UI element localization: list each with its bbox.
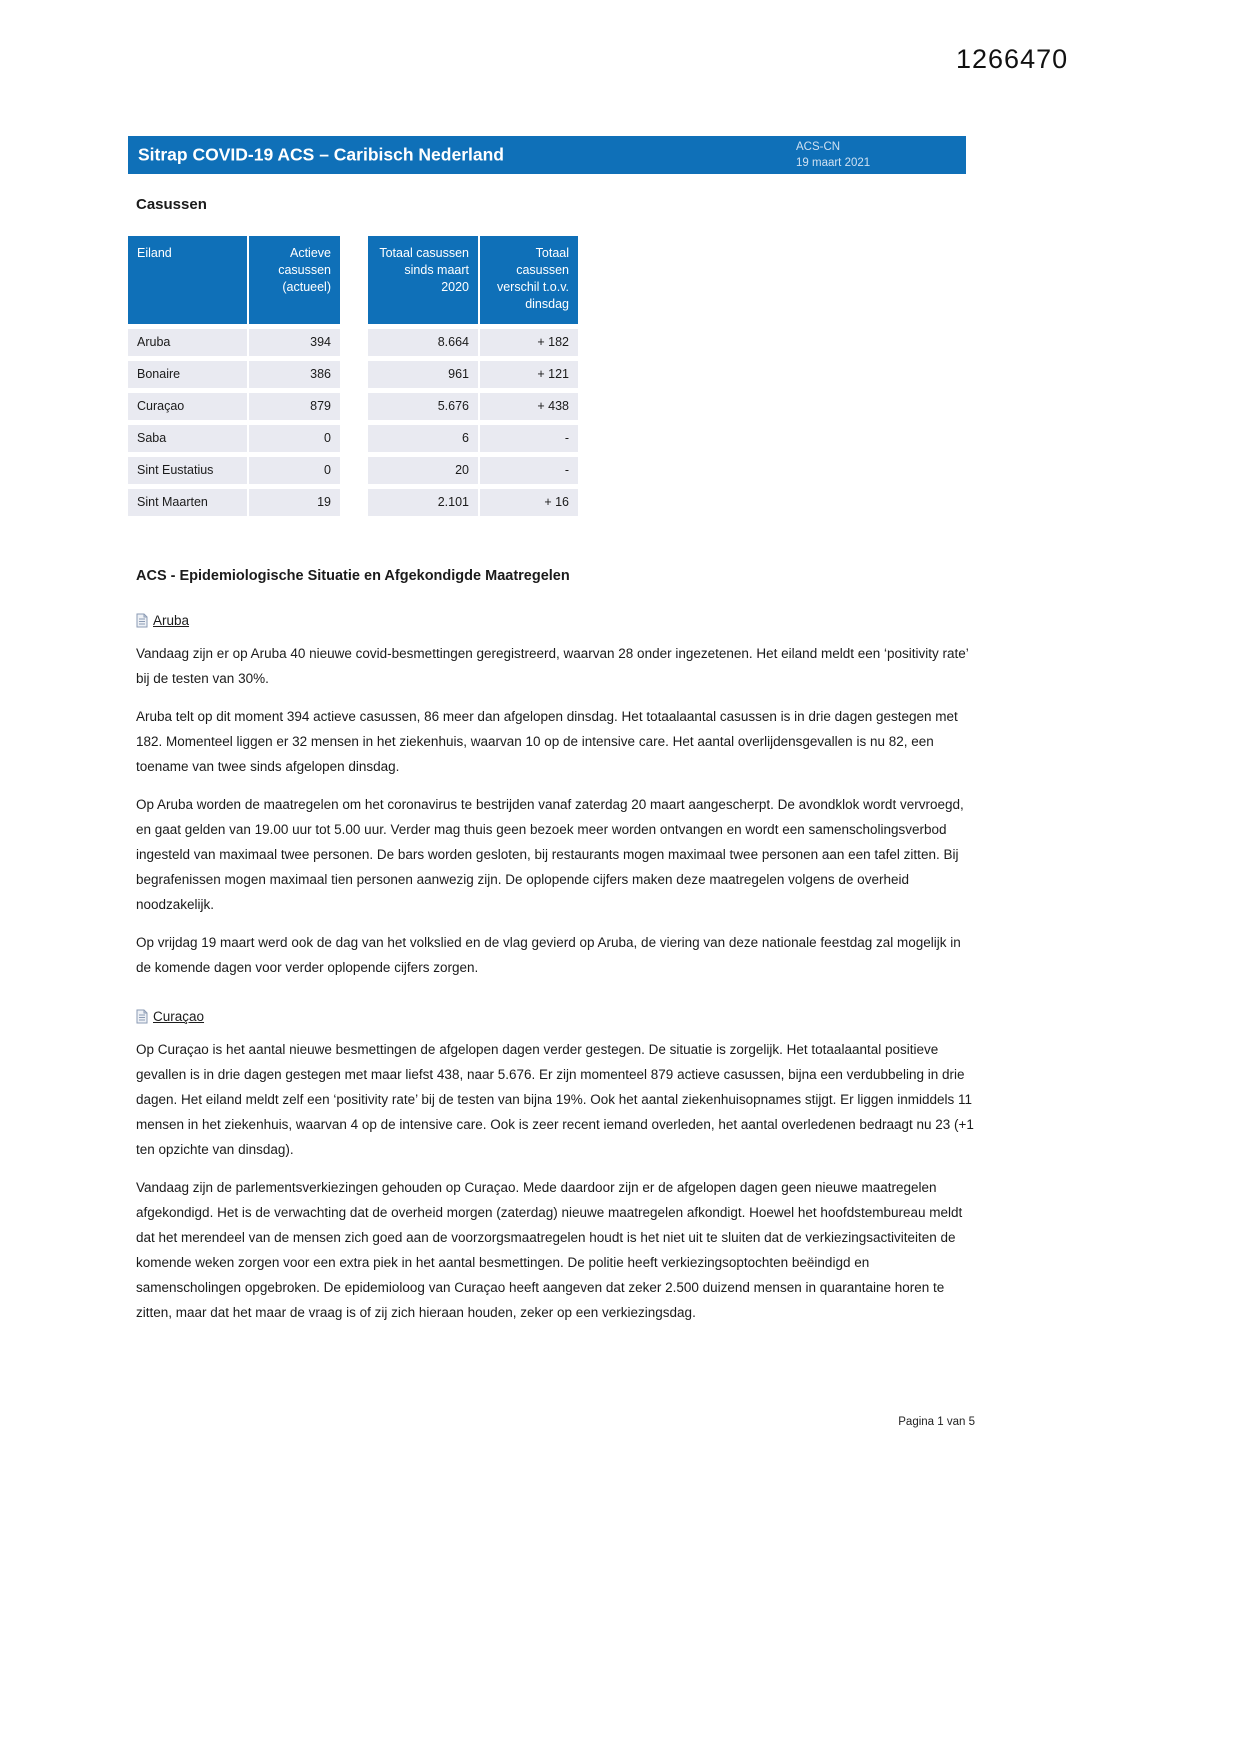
paragraph: Vandaag zijn de parlementsverkiezingen gehouden op Curaçao. Mede daardoor zijn er de afgelopen dagen geen nieuwe maatregelen afgekondigd. Het is de verwachting dat de overheid morgen (zaterdag) nieuwe maatregelen afkondigt. Hoewel het hoofdstembureau meldt dat het merendeel van de mensen zich goed aan de voorzorgsmaatregelen houdt is het niet uit te sluiten dat de verkiezingsactiviteiten de komende weken zorgen voor een extra piek in het aantal besmettingen. De politie heeft verkiezingsoptochten beëindigd en samenscholingen opgebroken. De epidemioloog van Curaçao heeft aangeven dat zeker 2.500 duizend mensen in quarantaine horen te zitten, maar dat het maar de vraag is of zij zich hieraan houden, zeker op een verkiezingsdag. [136, 1180, 963, 1320]
table-cell-actief: 394 [247, 329, 340, 356]
report-meta [796, 139, 870, 171]
table-cell-totaal: 8.664 [368, 329, 478, 356]
report-title: Sitrap COVID-19 ACS – Caribisch Nederland [138, 144, 504, 165]
page-number-footer: Pagina 1 van 5 [898, 1416, 975, 1428]
table-cell-actief: 0 [247, 457, 340, 484]
document-icon [136, 1009, 148, 1024]
table-cell-totaal: 6 [368, 425, 478, 452]
cases-table [128, 236, 975, 516]
table-column-gap [340, 236, 368, 324]
document-body [128, 196, 975, 1325]
table-cell-verschil: - [478, 425, 578, 452]
table-cell-actief: 879 [247, 393, 340, 420]
table-cell-verschil: + 182 [478, 329, 578, 356]
paragraph: Op Aruba worden de maatregelen om het coronavirus te bestrijden vanaf zaterdag 20 maart aangescherpt. De avondklok wordt vervroegd, en gaat gelden van 19.00 uur tot 5.00 uur. Verder mag thuis geen bezoek meer worden ontvangen en wordt een samenscholingsverbod ingesteld van maximaal twee personen. De bars worden gesloten, bij restaurants mogen maximaal twee personen aan een tafel zitten. Bij begrafenissen mogen maximaal tien personen aanwezig zijn. De oplopende cijfers maken deze maatregelen volgens de overheid noodzakelijk. [136, 797, 964, 912]
document-icon [136, 613, 148, 628]
table-cell-totaal: 20 [368, 457, 478, 484]
table-cell-eiland: Saba [128, 425, 247, 452]
table-cell-actief: 0 [247, 425, 340, 452]
table-cell-verschil: + 121 [478, 361, 578, 388]
paragraph: Op vrijdag 19 maart werd ook de dag van het volkslied en de vlag gevierd op Aruba, de viering van deze nationale feestdag zal mogelijk in de komende dagen voor verder oplopende cijfers zorgen. [136, 935, 961, 975]
table-cell-actief: 19 [247, 489, 340, 516]
paragraph: Vandaag zijn er op Aruba 40 nieuwe covid-besmettingen geregistreerd, waarvan 28 onder ingezetenen. Het eiland meldt een ‘positivity rate’ bij de testen van 30%. [136, 646, 969, 686]
table-cell-verschil: - [478, 457, 578, 484]
table-header-actieve-casussen: Actieve casussen (actueel) [247, 236, 340, 324]
section-heading: ACS - Epidemiologische Situatie en Afgekondigde Maatregelen [136, 568, 570, 584]
table-cell-eiland: Sint Eustatius [128, 457, 247, 484]
paragraph: Op Curaçao is het aantal nieuwe besmettingen de afgelopen dagen verder gestegen. De situatie is zorgelijk. Het totaalaantal positieve gevallen is in drie dagen gestegen met maar liefst 438, naar 5.676. Er zijn momenteel 879 actieve casussen, bijna een verdubbeling in drie dagen. Het eiland meldt zelf een ‘positivity rate’ bij de testen van bijna 19%. Ook het aantal ziekenhuisopnames stijgt. Er liggen inmiddels 11 mensen in het ziekenhuis, waarvan 4 op de intensive care. Ook is zeer recent iemand overleden, het aantal overledenen bedraagt nu 23 (+1 ten opzichte van dinsdag). [136, 1042, 974, 1157]
table-cell-eiland: Aruba [128, 329, 247, 356]
casussen-heading: Casussen [136, 196, 207, 213]
report-org: ACS-CN [796, 141, 841, 153]
table-cell-totaal: 961 [368, 361, 478, 388]
table-header-eiland: Eiland [128, 236, 247, 324]
table-cell-totaal: 2.101 [368, 489, 478, 516]
table-cell-verschil: + 16 [478, 489, 578, 516]
paragraph: Aruba telt op dit moment 394 actieve casussen, 86 meer dan afgelopen dinsdag. Het totaalaantal casussen is in drie dagen gestegen met 182. Momenteel liggen er 32 mensen in het ziekenhuis, waarvan 10 op de intensive care. Het aantal overlijdensgevallen is nu 82, een toename van twee sinds afgelopen dinsdag. [136, 709, 958, 774]
table-cell-verschil: + 438 [478, 393, 578, 420]
table-header-verschil: Totaal casussen verschil t.o.v. dinsdag [478, 236, 578, 324]
subsection-label: Aruba [153, 613, 190, 628]
subsection-title-aruba [136, 613, 975, 628]
report-title-bar [128, 136, 966, 174]
subsection-title-curacao [136, 1009, 975, 1024]
table-cell-totaal: 5.676 [368, 393, 478, 420]
subsection-label: Curaçao [153, 1009, 205, 1024]
table-cell-eiland: Curaçao [128, 393, 247, 420]
table-cell-eiland: Bonaire [128, 361, 247, 388]
page-id-stamp: 1266470 [956, 44, 1069, 74]
report-date: 19 maart 2021 [796, 157, 871, 169]
table-cell-eiland: Sint Maarten [128, 489, 247, 516]
table-header-totaal-casussen: Totaal casussen sinds maart 2020 [368, 236, 478, 324]
table-cell-actief: 386 [247, 361, 340, 388]
